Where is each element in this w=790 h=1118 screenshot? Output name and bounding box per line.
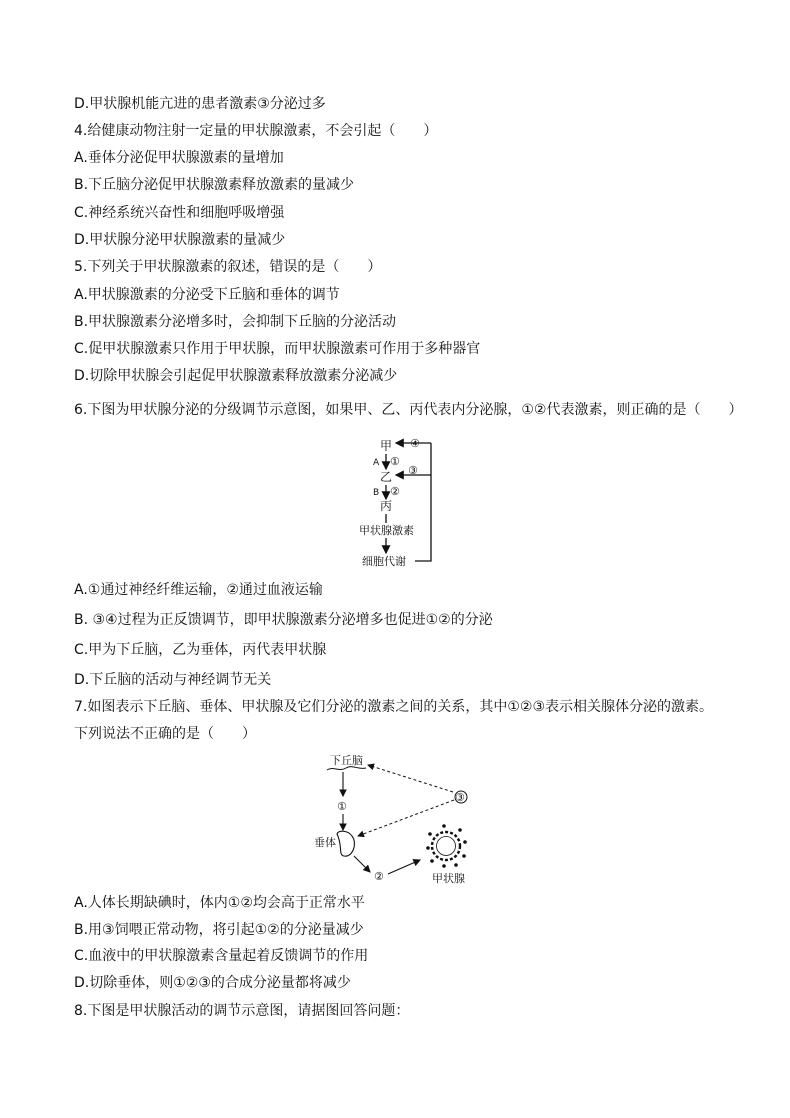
question-4: 4.给健康动物注射一定量的甲状腺激素，不会引起（ ） — [74, 123, 438, 139]
pituitary-shape — [337, 831, 354, 856]
question-5-option-a: A.甲状腺激素的分泌受下丘脑和垂体的调节 — [74, 287, 340, 303]
hormone-2: ② — [390, 485, 400, 498]
hormone-1: ① — [390, 455, 400, 468]
question-6-option-c: C.甲为下丘脑，乙为垂体，丙代表甲状腺 — [74, 642, 327, 658]
question-6-option-a: A.①通过神经纤维运输，②通过血液运输 — [74, 582, 323, 598]
question-7-option-a: A.人体长期缺碘时，体内①②均会高于正常水平 — [74, 895, 365, 911]
thyroid-shape — [426, 824, 467, 868]
hypothalamus-outline — [327, 767, 366, 770]
hormone-3: ③ — [408, 464, 418, 477]
question-7-continued: 下列说法不正确的是（ ） — [74, 726, 256, 742]
metabolism-label: 细胞代谢 — [362, 555, 406, 568]
question-7: 7.如图表示下丘脑、垂体、甲状腺及它们分泌的激素之间的关系，其中①②③表示相关腺体分泌的激素。 — [74, 699, 714, 715]
question-6-option-b: B. ③④过程为正反馈调节，即甲状腺激素分泌增多也促进①②的分泌 — [74, 612, 493, 628]
question-4-option-a: A.垂体分泌促甲状腺激素的量增加 — [74, 150, 284, 166]
question-6: 6.下图为甲状腺分泌的分级调节示意图，如果甲、乙、丙代表内分泌腺，①②代表激素，则正确的是（ ） — [74, 402, 743, 418]
figure-hierarchical-regulation — [340, 434, 450, 572]
gland-bing: 丙 — [380, 499, 393, 513]
question-7-option-c: C.血液中的甲状腺激素含量起着反馈调节的作用 — [74, 948, 369, 964]
arrow-h2-thyroid — [388, 860, 420, 874]
hormone-3: ③ — [455, 791, 465, 804]
label-b: B — [373, 488, 380, 498]
item-3-option-d: D.甲状腺机能亢进的患者激素③分泌过多 — [74, 96, 326, 112]
gland-yi: 乙 — [380, 470, 393, 484]
question-4-option-b: B.下丘脑分泌促甲状腺激素释放激素的量减少 — [74, 177, 355, 193]
question-6-option-d: D.下丘脑的活动与神经调节无关 — [74, 672, 272, 688]
figure-hpt-axis — [310, 748, 490, 888]
question-4-option-d: D.甲状腺分泌甲状腺激素的量减少 — [74, 232, 286, 248]
hormone-1: ① — [337, 800, 347, 813]
question-5: 5.下列关于甲状腺激素的叙述，错误的是（ ） — [74, 259, 382, 275]
feedback-line — [415, 443, 431, 561]
question-7-option-b: B.用③饲喂正常动物，将引起①②的分泌量减少 — [74, 922, 364, 938]
question-8: 8.下图是甲状腺活动的调节示意图，请据图回答问题： — [74, 1003, 410, 1019]
feedback-to-pituitary — [358, 800, 454, 836]
hypothalamus-label: 下丘脑 — [330, 754, 363, 767]
hormone-2: ② — [374, 870, 384, 883]
thyroid-label: 甲状腺 — [432, 872, 465, 885]
question-7-option-d: D.切除垂体，则①②③的合成分泌量都将减少 — [74, 975, 351, 991]
label-a: A — [373, 458, 380, 468]
feedback-to-hypothalamus — [368, 765, 453, 792]
gland-jia: 甲 — [380, 439, 393, 453]
question-4-option-c: C.神经系统兴奋性和细胞呼吸增强 — [74, 205, 285, 221]
question-5-option-b: B.甲状腺激素分泌增多时，会抑制下丘脑的分泌活动 — [74, 314, 397, 330]
hormone-4: ④ — [410, 437, 420, 450]
question-5-option-c: C.促甲状腺激素只作用于甲状腺，而甲状腺激素可作用于多种器官 — [74, 341, 481, 357]
question-5-option-d: D.切除甲状腺会引起促甲状腺激素释放激素分泌减少 — [74, 368, 398, 384]
pituitary-label: 垂体 — [314, 836, 336, 849]
thyroxine-label: 甲状腺激素 — [359, 524, 414, 537]
arrow-pituitary-h2 — [354, 856, 370, 872]
